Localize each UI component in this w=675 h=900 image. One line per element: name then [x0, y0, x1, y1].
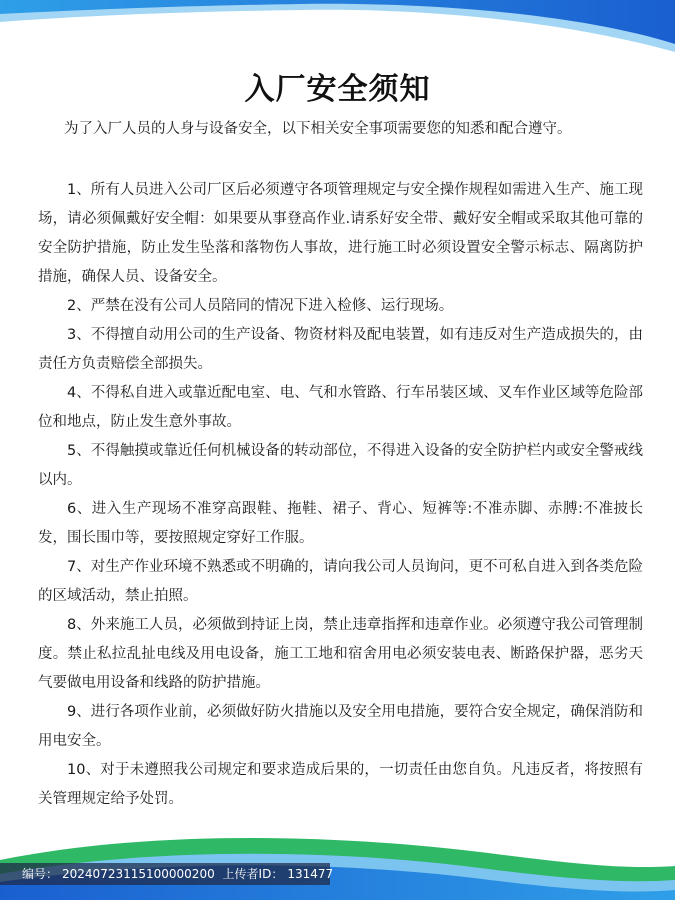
rule-item: 9、进行各项作业前，必须做好防火措施以及安全用电措施，要符合安全规定，确保消防和用电安全。 — [38, 704, 643, 749]
rule-item: 1、所有人员进入公司厂区后必须遵守各项管理规定与安全操作规程如需进入生产、施工现场，请必须佩戴好安全帽：如果要从事登高作业.请系好安全带、戴好安全帽或采取其他可靠的安全防护措施，防止发生坠落和落物伤人事故，进行施工时必须设置安全警示标志、隔离防护措施，确保人员、设备安全。 — [38, 182, 643, 285]
rule-item: 5、不得触摸或靠近任何机械设备的转动部位，不得进入设备的安全防护栏内或安全警戒线以内。 — [38, 443, 643, 488]
rule-item: 2、严禁在没有公司人员陪同的情况下进入检修、运行现场。 — [67, 298, 454, 314]
intro-paragraph: 为了入厂人员的人身与设备安全，以下相关安全事项需要您的知悉和配合遵守。 — [64, 121, 572, 137]
uploader-value: 131477 — [287, 867, 334, 881]
rule-item: 7、对生产作业环境不熟悉或不明确的，请向我公司人员询问，更不可私自进入到各类危险的区域活动，禁止拍照。 — [38, 559, 643, 604]
rule-item: 3、不得擅自动用公司的生产设备、物资材料及配电装置，如有违反对生产造成损失的，由责任方负责赔偿全部损失。 — [38, 327, 643, 372]
page-title: 入厂安全须知 — [244, 72, 431, 107]
rule-item: 10、对于未遵照我公司规定和要求造成后果的，一切责任由您自负。凡违反者，将按照有关管理规定给予处罚。 — [38, 762, 643, 807]
id-label: 编号： — [22, 867, 59, 881]
rule-item: 8、外来施工人员，必须做到持证上岗，禁止违章指挥和违章作业。必须遵守我公司管理制度。禁止私拉乱扯电线及用电设备，施工工地和宿舍用电必须安装电表、断路保护器，恶劣天气要做电用设备和线路的防护措施。 — [38, 617, 643, 691]
uploader-label: 上传者ID： — [222, 867, 284, 881]
rules-list — [38, 176, 643, 814]
id-value: 20240723115100000200 — [62, 867, 215, 881]
rule-item: 4、不得私自进入或靠近配电室、电、气和水管路、行车吊装区域、叉车作业区域等危险部位和地点，防止发生意外事故。 — [38, 385, 643, 430]
top-wave-decoration — [0, 0, 675, 60]
image-id-bar — [0, 863, 334, 885]
rule-item: 6、进入生产现场不准穿高跟鞋、拖鞋、裙子、背心、短裤等:不准赤脚、赤膊:不准披长发，围长围巾等，要按照规定穿好工作服。 — [38, 501, 643, 546]
